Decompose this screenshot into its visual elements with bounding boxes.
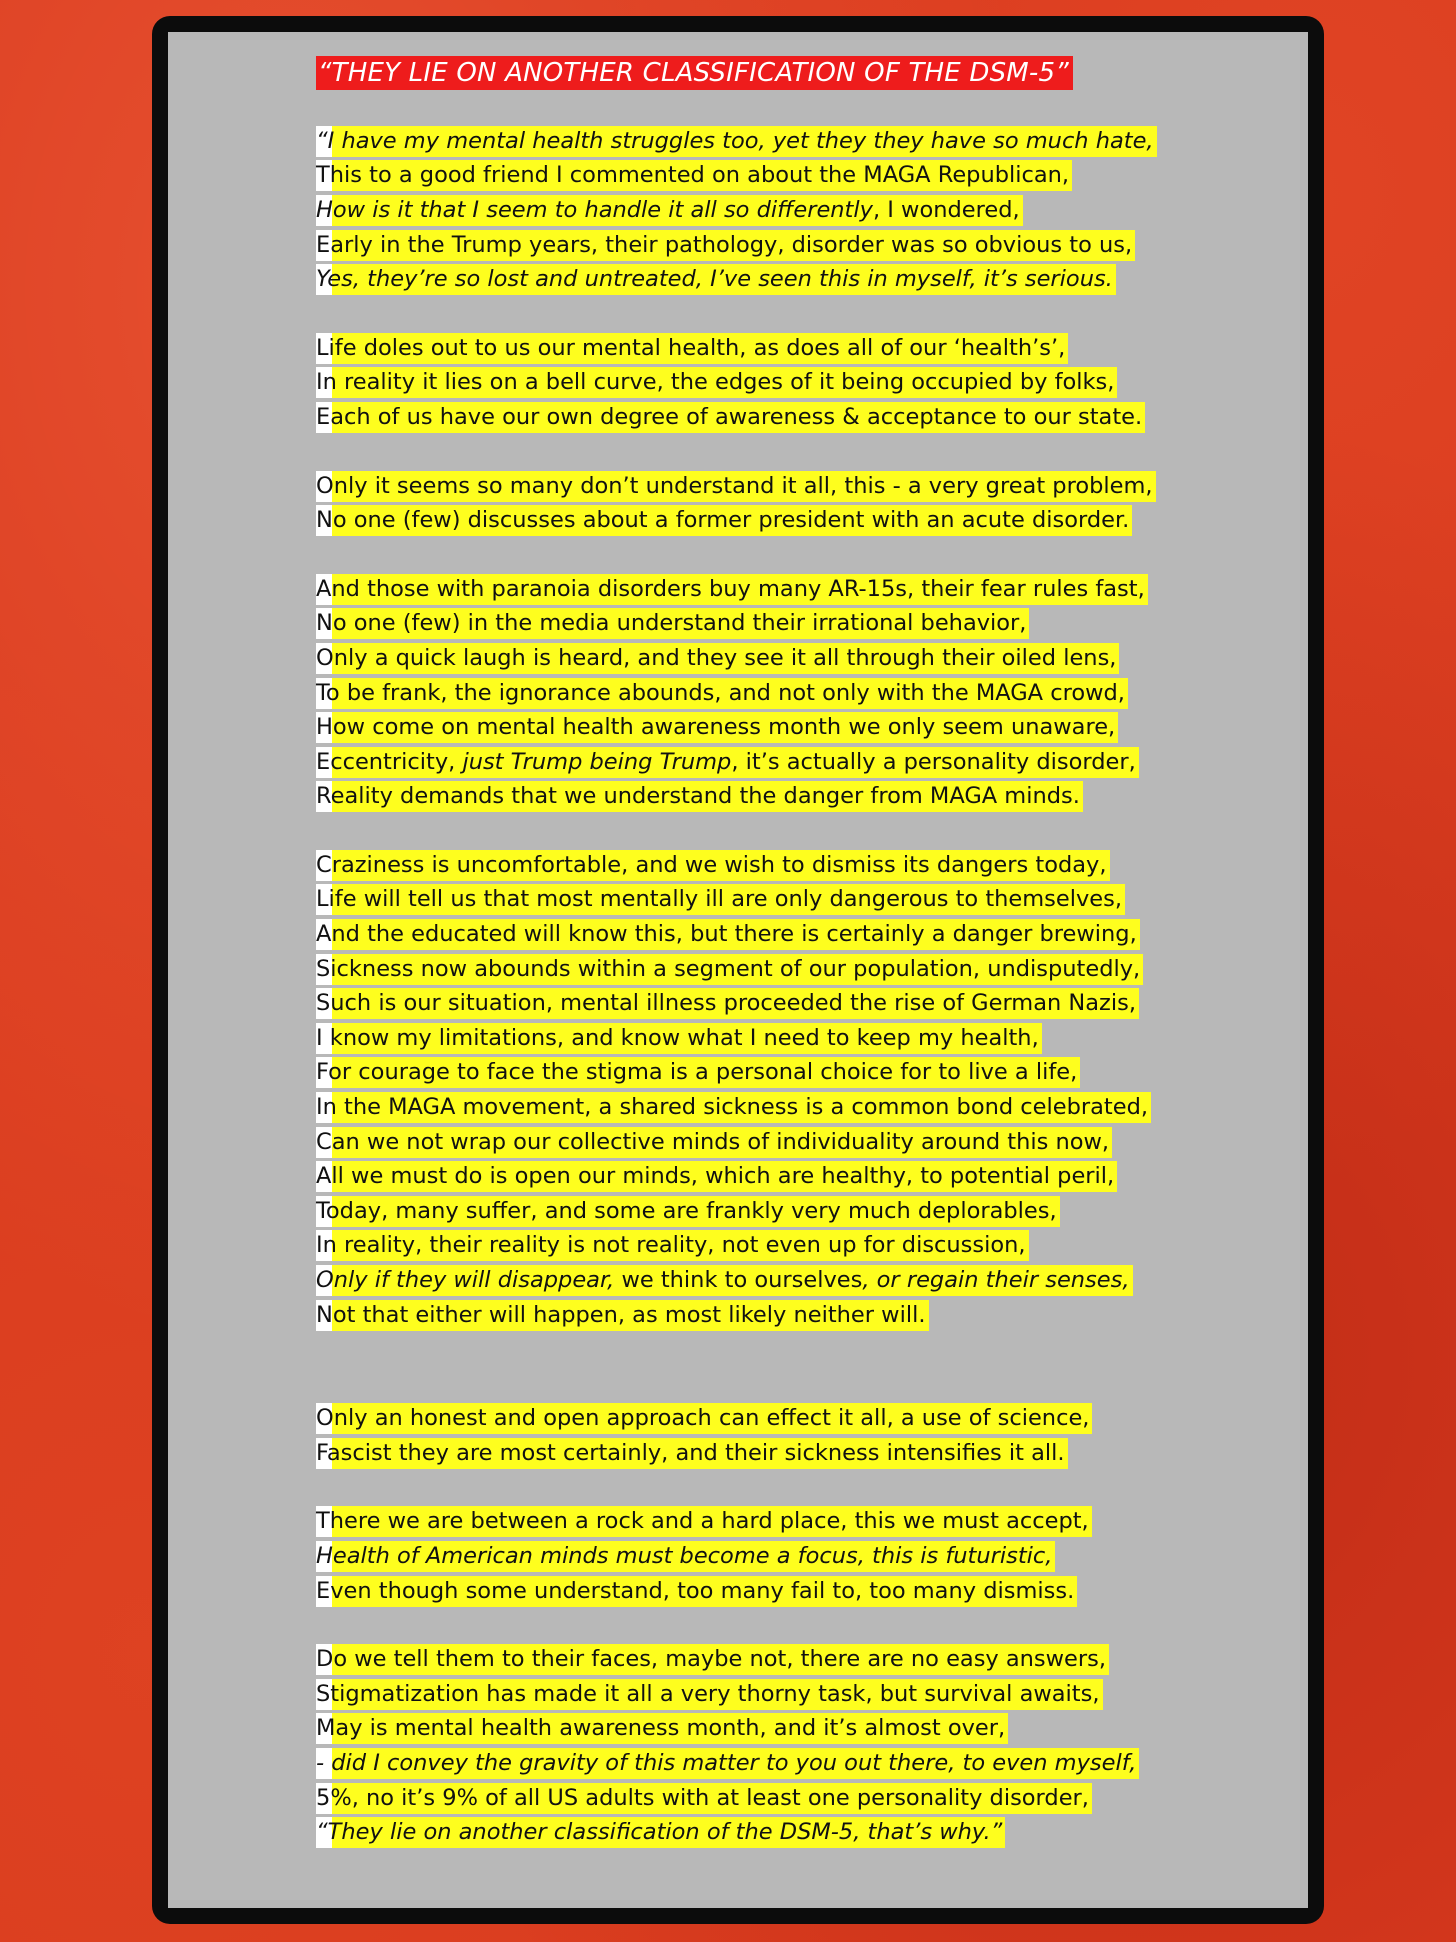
highlighted-line xyxy=(316,1748,1139,1779)
line-text: , or regain their senses, xyxy=(862,1267,1130,1294)
line-text: , I wondered, xyxy=(872,196,1020,223)
poem-line xyxy=(316,676,1216,711)
line-text: Each of us have our own degree of awareness & acceptance to our state. xyxy=(316,403,1143,430)
poem-line xyxy=(316,883,1216,918)
line-text: No one (few) in the media understand their irrational behavior, xyxy=(316,610,1027,637)
stanza xyxy=(316,124,1216,297)
poem-line xyxy=(316,366,1216,401)
highlighted-line xyxy=(316,1817,1005,1848)
line-text: we think to ourselves xyxy=(614,1267,863,1294)
poem-line xyxy=(316,469,1216,504)
highlighted-line xyxy=(316,1644,1109,1675)
poem-line xyxy=(316,503,1216,538)
poem-line xyxy=(316,124,1216,159)
poem-body xyxy=(316,124,1216,1850)
line-text: Do we tell them to their faces, maybe not, there are no easy answers, xyxy=(316,1646,1107,1673)
highlighted-line xyxy=(316,230,1135,261)
line-text: “They lie on another classification of the DSM-5, that’s why.” xyxy=(316,1819,1003,1846)
line-text: To be frank, the ignorance abounds, and not only with the MAGA crowd, xyxy=(316,679,1125,706)
highlighted-line xyxy=(316,1265,1133,1296)
stanza xyxy=(316,469,1216,538)
stanza xyxy=(316,1642,1216,1850)
poem-line xyxy=(316,1505,1216,1540)
line-text: Only if they will disappear, xyxy=(316,1267,615,1294)
highlighted-line xyxy=(316,471,1156,502)
highlighted-line xyxy=(316,919,1140,950)
poem-line xyxy=(316,1436,1216,1471)
line-text: Early in the Trump years, their pathology, disorder was so obvious to us, xyxy=(316,231,1133,258)
poem-line xyxy=(316,641,1216,676)
highlighted-line xyxy=(316,884,1125,915)
line-text: Such is our situation, mental illness proceeded the rise of German Nazis, xyxy=(316,990,1136,1017)
highlighted-line xyxy=(316,1541,1055,1572)
line-text: 5%, no it’s 9% of all US adults with at least one personality disorder, xyxy=(316,1784,1089,1811)
line-text: And the educated will know this, but there is certainly a danger brewing, xyxy=(316,921,1137,948)
highlighted-line xyxy=(316,402,1145,433)
poem-line xyxy=(316,1229,1216,1264)
poem-line xyxy=(316,607,1216,642)
stanza xyxy=(316,848,1216,1332)
highlighted-line xyxy=(316,1092,1151,1123)
highlighted-line xyxy=(316,1403,1092,1434)
line-text: How come on mental health awareness month we only seem unaware, xyxy=(316,714,1116,741)
highlighted-line xyxy=(316,1576,1077,1607)
highlighted-line xyxy=(316,367,1117,398)
poem-line xyxy=(316,1574,1216,1609)
highlighted-line xyxy=(316,505,1132,536)
highlighted-line xyxy=(316,1161,1117,1192)
line-text: - did I convey the gravity of this matter to you out there, to even myself, xyxy=(316,1749,1137,1776)
poem-line xyxy=(316,572,1216,607)
line-text: May is mental health awareness month, and it’s almost over, xyxy=(316,1715,1006,1742)
highlighted-line xyxy=(316,126,1157,157)
line-text: Fascist they are most certainly, and their sickness intensifies it all. xyxy=(316,1439,1065,1466)
poem-line xyxy=(316,228,1216,263)
stanza xyxy=(316,572,1216,814)
line-text: Can we not wrap our collective minds of individuality around this now, xyxy=(316,1128,1110,1155)
highlighted-line xyxy=(316,195,1023,226)
line-text: In reality, their reality is not reality, not even up for discussion, xyxy=(316,1232,1026,1259)
line-text: , it’s actually a personality disorder, xyxy=(731,748,1136,775)
highlighted-line xyxy=(316,1196,1060,1227)
poem-line xyxy=(316,1159,1216,1194)
line-text: just Trump being Trump xyxy=(462,748,732,775)
poem-line xyxy=(316,331,1216,366)
highlighted-line xyxy=(316,1783,1092,1814)
highlighted-line xyxy=(316,333,1068,364)
poem-line xyxy=(316,1125,1216,1160)
poem-line xyxy=(316,159,1216,194)
poem-title: “THEY LIE ON ANOTHER CLASSIFICATION OF THE DSM-5” xyxy=(316,56,1073,90)
line-text: And those with paranoia disorders buy many AR-15s, their fear rules fast, xyxy=(316,575,1145,602)
highlighted-line xyxy=(316,850,1110,881)
line-text: In reality it lies on a bell curve, the edges of it being occupied by folks, xyxy=(316,369,1115,396)
line-text: Health of American minds must become a focus, this is futuristic, xyxy=(316,1542,1053,1569)
line-text: “I have my mental health struggles too, yet they they have so much hate, xyxy=(316,127,1154,154)
line-text: In the MAGA movement, a shared sickness is a common bond celebrated, xyxy=(316,1094,1149,1121)
line-text: This to a good friend I commented on about the MAGA Republican, xyxy=(316,162,1070,189)
poem-line xyxy=(316,1781,1216,1816)
highlighted-line xyxy=(316,574,1148,605)
poem-line xyxy=(316,1298,1216,1333)
line-text: Only it seems so many don’t understand it all, this - a very great problem, xyxy=(316,472,1153,499)
poem-line xyxy=(316,1056,1216,1091)
highlighted-line xyxy=(316,1023,1042,1054)
highlighted-line xyxy=(316,954,1143,985)
highlighted-line xyxy=(316,1127,1112,1158)
poem-line xyxy=(316,1677,1216,1712)
highlighted-line xyxy=(316,264,1116,295)
highlighted-line xyxy=(316,781,1083,812)
highlighted-line xyxy=(316,747,1139,778)
highlighted-line xyxy=(316,608,1029,639)
line-text: Yes, they’re so lost and untreated, I’ve seen this in myself, it’s serious. xyxy=(316,266,1113,293)
poem-line xyxy=(316,780,1216,815)
poem-line xyxy=(316,848,1216,883)
line-text: No one (few) discusses about a former president with an acute disorder. xyxy=(316,507,1130,534)
highlighted-line xyxy=(316,1713,1008,1744)
poem-line xyxy=(316,1746,1216,1781)
line-text: There we are between a rock and a hard place, this we must accept, xyxy=(316,1508,1089,1535)
line-text: Stigmatization has made it all a very thorny task, but survival awaits, xyxy=(316,1680,1100,1707)
highlighted-line xyxy=(316,1438,1068,1469)
poem-line xyxy=(316,1539,1216,1574)
poem-line xyxy=(316,262,1216,297)
stanza xyxy=(316,1505,1216,1609)
poem-line xyxy=(316,1712,1216,1747)
highlighted-line xyxy=(316,678,1128,709)
poem-line xyxy=(316,400,1216,435)
line-text: All we must do is open our minds, which are healthy, to potential peril, xyxy=(316,1163,1115,1190)
highlighted-line xyxy=(316,1057,1080,1088)
line-text: Sickness now abounds within a segment of our population, undisputedly, xyxy=(316,955,1141,982)
poem-line xyxy=(316,710,1216,745)
highlighted-line xyxy=(316,1506,1092,1537)
highlighted-line xyxy=(316,1679,1103,1710)
poem-line xyxy=(316,1021,1216,1056)
poem-content xyxy=(316,56,1216,1850)
poem-line xyxy=(316,1815,1216,1850)
highlighted-line xyxy=(316,988,1139,1019)
poem-line xyxy=(316,745,1216,780)
line-text: I know my limitations, and know what I need to keep my health, xyxy=(316,1024,1039,1051)
line-text: Life will tell us that most mentally ill are only dangerous to themselves, xyxy=(316,886,1123,913)
line-text: Only a quick laugh is heard, and they see it all through their oiled lens, xyxy=(316,644,1117,671)
highlighted-line xyxy=(316,643,1119,674)
line-text: For courage to face the stigma is a personal choice for to live a life, xyxy=(316,1059,1078,1086)
poem-line xyxy=(316,1194,1216,1229)
line-text: Not that either will happen, as most likely neither will. xyxy=(316,1301,926,1328)
highlighted-line xyxy=(316,1230,1029,1261)
line-text: Craziness is uncomfortable, and we wish to dismiss its dangers today, xyxy=(316,851,1107,878)
poem-line xyxy=(316,917,1216,952)
line-text: Reality demands that we understand the danger from MAGA minds. xyxy=(316,783,1080,810)
poem-line xyxy=(316,193,1216,228)
line-text: Even though some understand, too many fail to, too many dismiss. xyxy=(316,1577,1075,1604)
highlighted-line xyxy=(316,1300,929,1331)
stanza xyxy=(316,1401,1216,1470)
stanza xyxy=(316,331,1216,435)
poem-line xyxy=(316,986,1216,1021)
poem-line xyxy=(316,1401,1216,1436)
highlighted-line xyxy=(316,712,1118,743)
line-text: Only an honest and open approach can effect it all, a use of science, xyxy=(316,1405,1090,1432)
poem-line xyxy=(316,1090,1216,1125)
poem-line xyxy=(316,952,1216,987)
highlighted-line xyxy=(316,160,1072,191)
poem-line xyxy=(316,1263,1216,1298)
line-text: Eccentricity, xyxy=(316,748,463,775)
line-text: How is it that I seem to handle it all so differently xyxy=(316,196,873,223)
line-text: Today, many suffer, and some are frankly very much deplorables, xyxy=(316,1197,1057,1224)
poem-line xyxy=(316,1642,1216,1677)
line-text: Life doles out to us our mental health, as does all of our ‘health’s’, xyxy=(316,334,1066,361)
